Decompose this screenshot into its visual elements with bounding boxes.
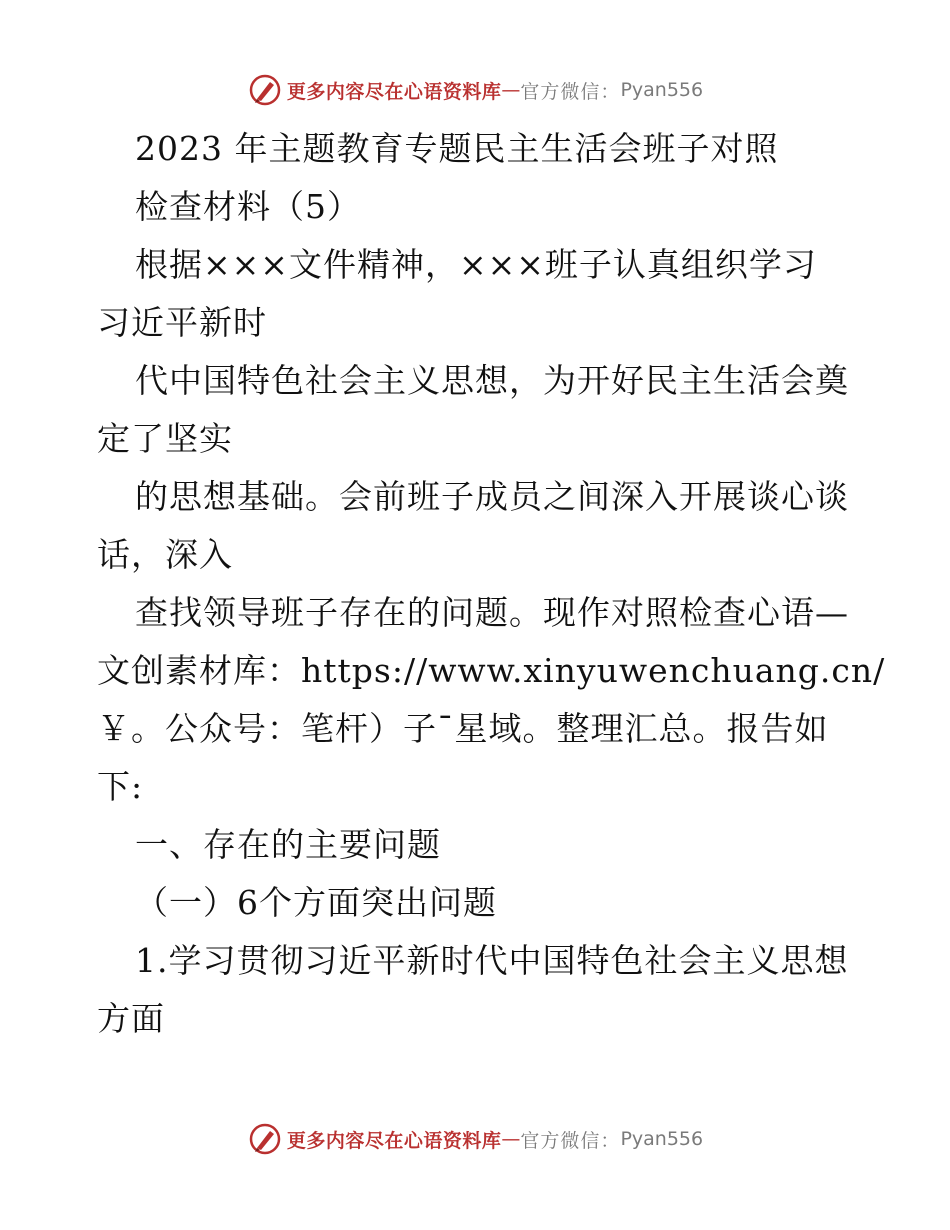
document-body	[97, 120, 886, 1048]
official-wechat-label: 官方微信：	[520, 80, 621, 103]
promo-text: 更多内容尽在心语资料库	[286, 1129, 502, 1152]
paragraph-line: 的思想基础。会前班子成员之间深入开展谈心谈	[135, 477, 849, 516]
paragraph-line: 查找领导班子存在的问题。现作对照检查心语—	[135, 593, 849, 632]
header-watermark-banner	[0, 70, 950, 110]
paragraph-line: 习近平新时	[97, 303, 267, 342]
section-heading: 一、存在的主要问题	[135, 825, 441, 864]
numbered-item-continuation: 方面	[97, 999, 165, 1038]
document-title-line-1: 2023 年主题教育专题民主生活会班子对照	[135, 129, 779, 168]
paragraph-line: 文创素材库：https://www.xinyuwenchuang.cn/	[97, 651, 886, 690]
banner-dash: —	[501, 79, 521, 101]
paragraph-line: 定了坚实	[97, 419, 233, 458]
numbered-item: 1.学习贯彻习近平新时代中国特色社会主义思想	[135, 941, 849, 980]
wechat-handle: Pyan556	[620, 79, 704, 101]
paragraph-line: 话，深入	[97, 535, 233, 574]
paragraph-line: ￥。公众号：笔杆）子¯星域。整理汇总。报告如	[97, 709, 829, 748]
paragraph-line: 代中国特色社会主义思想，为开好民主生活会奠	[135, 361, 849, 400]
document-title-line-2: 检查材料（5）	[135, 187, 361, 226]
official-wechat-label: 官方微信：	[520, 1129, 621, 1152]
paragraph-line: 下:	[97, 767, 144, 806]
subsection-heading: （一）6个方面突出问题	[135, 883, 497, 922]
banner-dash: —	[501, 1128, 521, 1150]
pen-quill-logo-icon	[247, 1121, 283, 1157]
wechat-handle: Pyan556	[620, 1128, 704, 1150]
promo-text: 更多内容尽在心语资料库	[286, 80, 502, 103]
paragraph-line: 根据×××文件精神，×××班子认真组织学习	[135, 245, 817, 284]
pen-quill-logo-icon	[247, 72, 283, 108]
footer-watermark-banner	[0, 1119, 950, 1159]
